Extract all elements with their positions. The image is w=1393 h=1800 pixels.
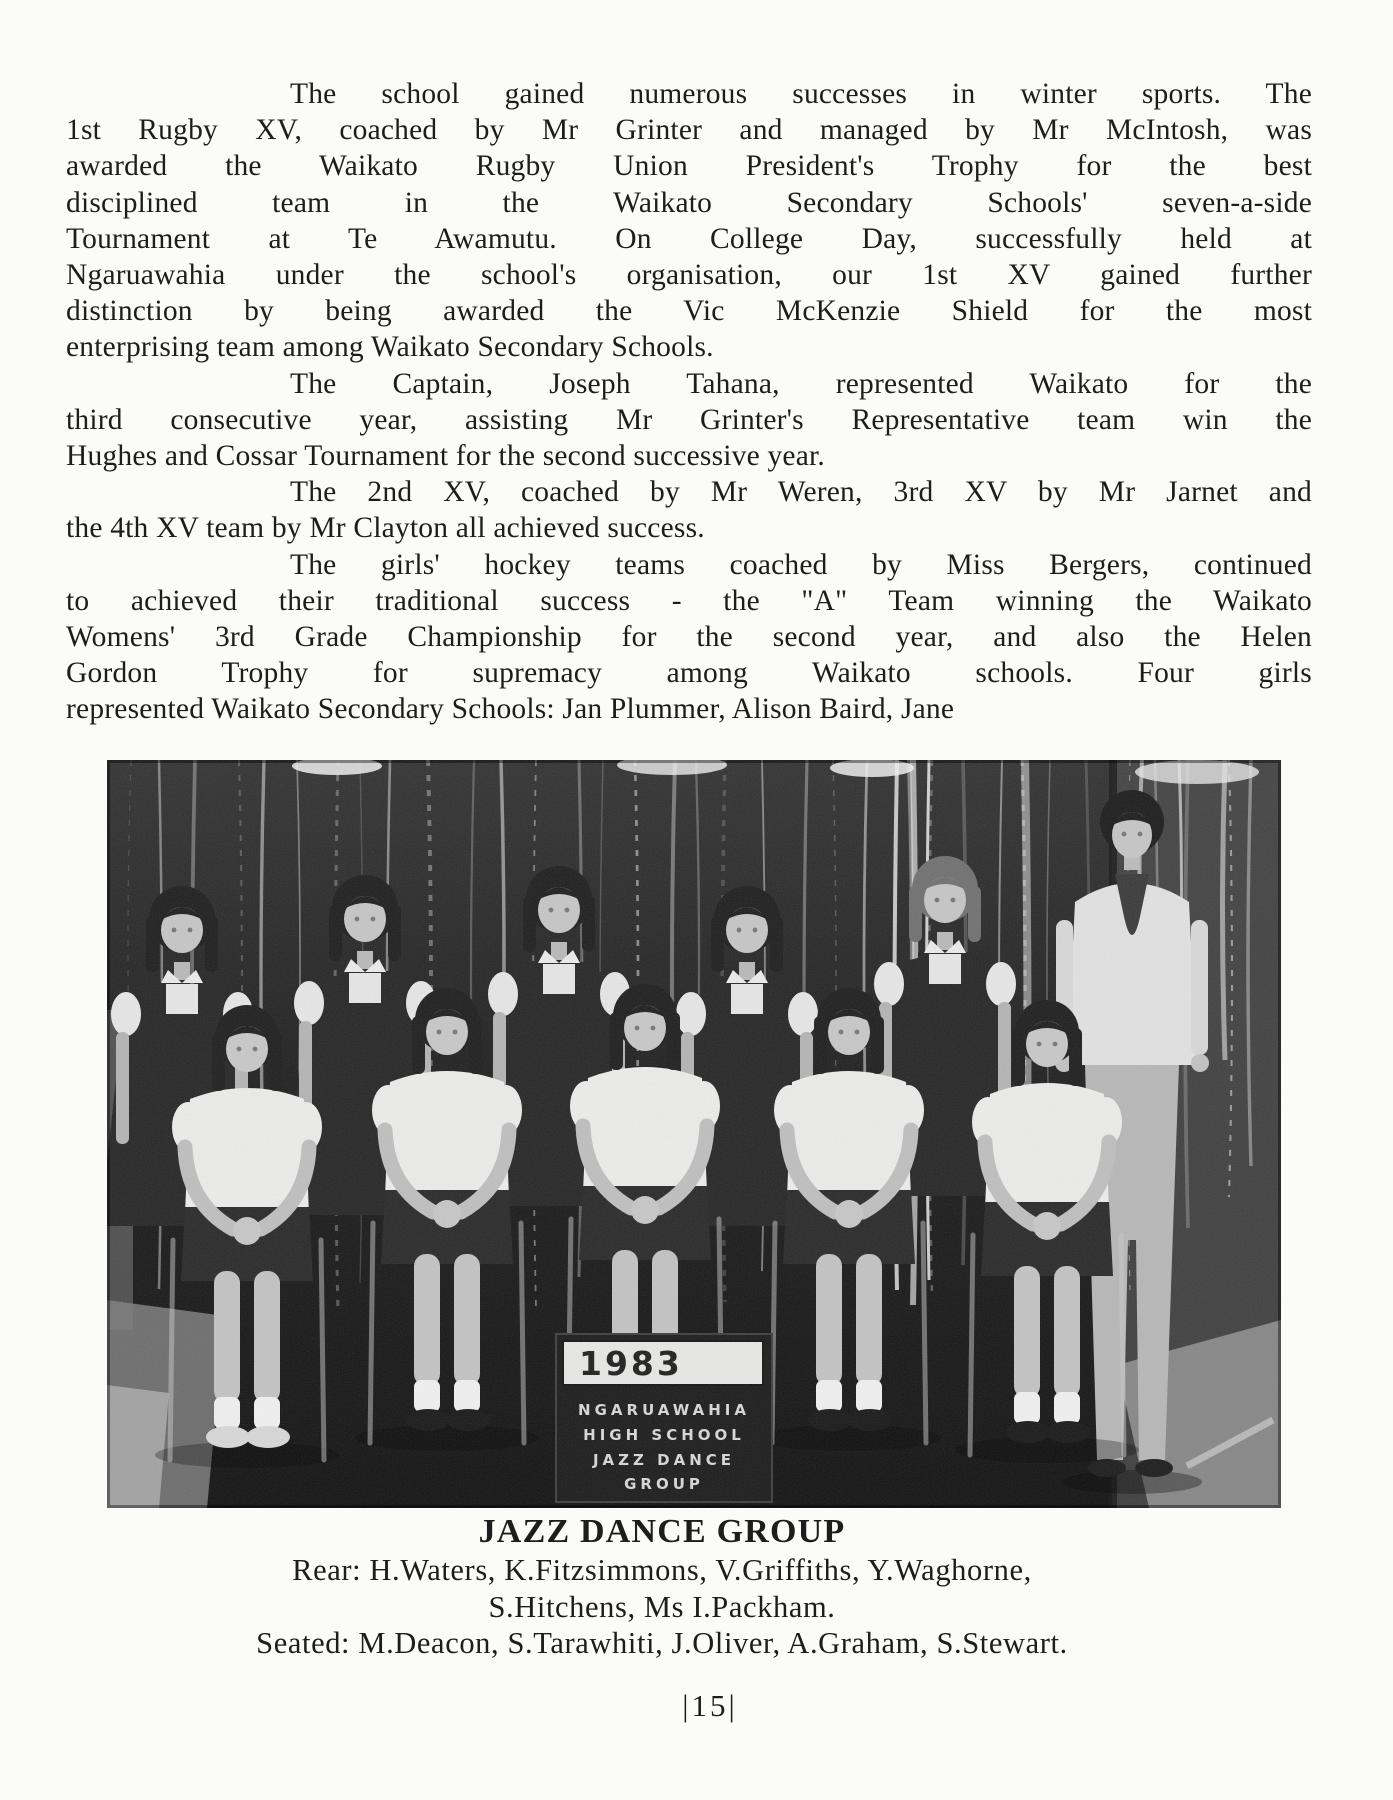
- text-line: Womens' 3rd Grade Championship for the second year, and also the Helen: [66, 621, 1312, 654]
- sign-line-2: HIGH SCHOOL: [583, 1426, 745, 1444]
- sign-line-4: GROUP: [624, 1475, 704, 1493]
- text-line: third consecutive year, assisting Mr Grinter's Representative team win the: [66, 403, 1312, 436]
- sign-line-3: JAZZ DANCE: [592, 1451, 736, 1469]
- film-grain-overlay: [107, 760, 1281, 1508]
- group-photo: [107, 760, 1281, 1508]
- text-line: awarded the Waikato Rugby Union President's Trophy for the best: [66, 150, 1312, 183]
- caption-line-rear-2: S.Hitchens, Ms I.Packham.: [488, 1589, 836, 1624]
- caption-title: JAZZ DANCE GROUP: [478, 1513, 846, 1550]
- text-line: represented Waikato Secondary Schools: Jan Plummer, Alison Baird, Jane: [66, 693, 955, 726]
- text-line: Hughes and Cossar Tournament for the second successive year.: [66, 440, 825, 473]
- sign-year-text: 1983: [579, 1344, 683, 1383]
- text-line: disciplined team in the Waikato Secondary Schools' seven-a-side: [66, 186, 1312, 219]
- text-line: The girls' hockey teams coached by Miss Bergers, continued: [290, 548, 1312, 581]
- body-text: [66, 76, 1312, 728]
- text-line: The 2nd XV, coached by Mr Weren, 3rd XV by Mr Jarnet and: [290, 476, 1312, 509]
- text-line: enterprising team among Waikato Secondary Schools.: [66, 331, 714, 364]
- text-line: the 4th XV team by Mr Clayton all achieved success.: [66, 512, 705, 545]
- page-number: |15|: [682, 1688, 738, 1723]
- caption-line-seated: Seated: M.Deacon, S.Tarawhiti, J.Oliver, A.Graham, S.Stewart.: [256, 1626, 1068, 1660]
- sign-line-1: NGARUAWAHIA: [578, 1401, 750, 1419]
- text-line: The school gained numerous successes in winter sports. The: [290, 78, 1312, 110]
- text-line: to achieved their traditional success - the "A" Team winning the Waikato: [66, 584, 1312, 617]
- caption-line-rear: Rear: H.Waters, K.Fitzsimmons, V.Griffiths, Y.Waghorne,: [292, 1553, 1032, 1587]
- text-line: 1st Rugby XV, coached by Mr Grinter and managed by Mr McIntosh, was: [66, 114, 1312, 147]
- group-photo-svg: [107, 760, 1281, 1508]
- photo-caption: [62, 1512, 1262, 1662]
- text-line: The Captain, Joseph Tahana, represented Waikato for the: [290, 367, 1312, 400]
- text-line: Tournament at Te Awamutu. On College Day, successfully held at: [66, 222, 1312, 255]
- text-line: Gordon Trophy for supremacy among Waikato schools. Four girls: [66, 657, 1312, 690]
- text-line: distinction by being awarded the Vic McKenzie Shield for the most: [66, 295, 1312, 328]
- text-line: Ngaruawahia under the school's organisation, our 1st XV gained further: [66, 259, 1312, 292]
